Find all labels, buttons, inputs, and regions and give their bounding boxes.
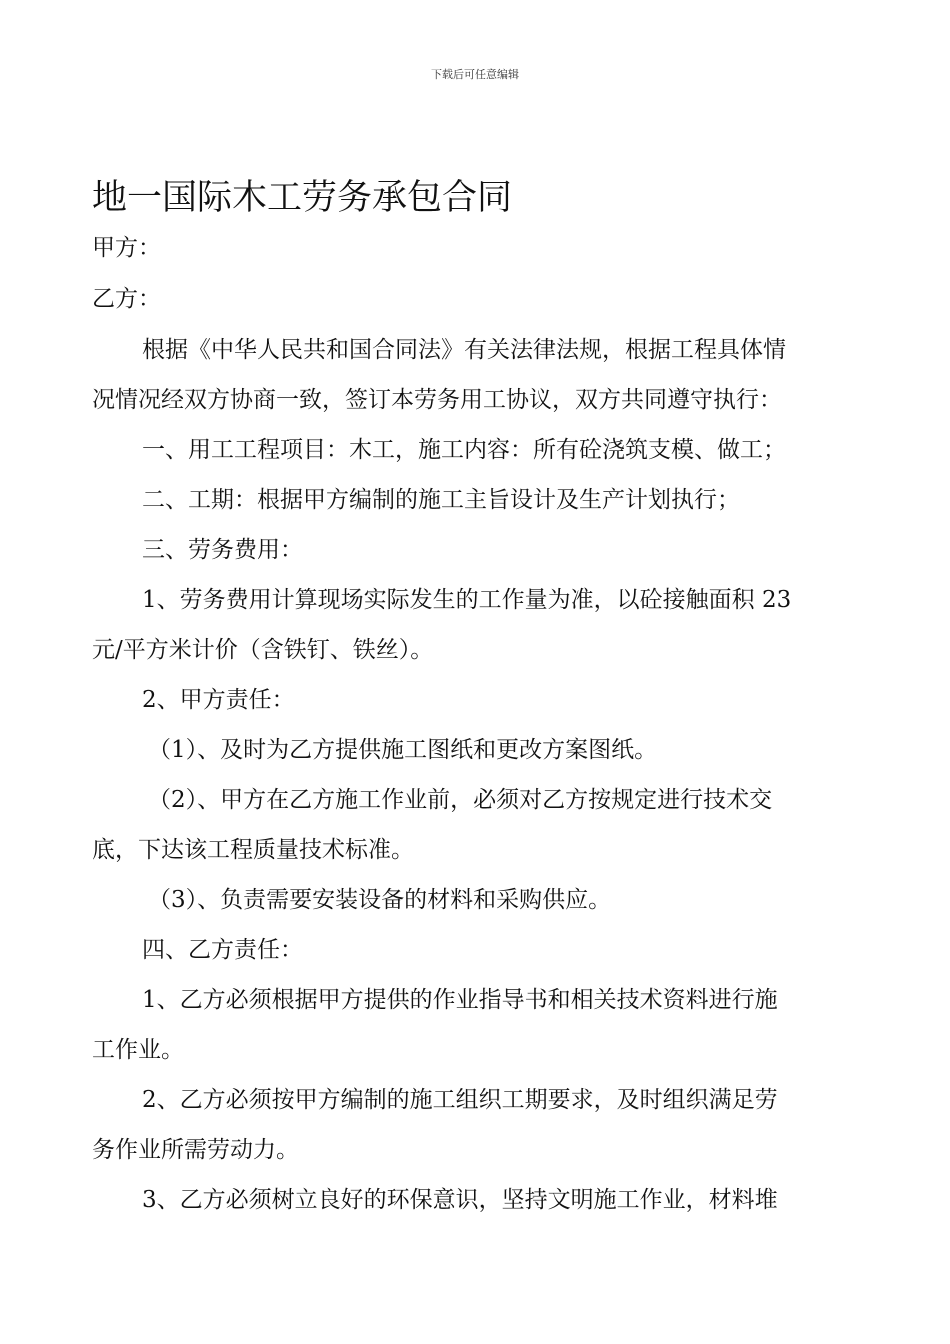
document-title: 地一国际木工劳务承包合同	[92, 178, 513, 218]
clause-line: 2、乙方必须按甲方编制的施工组织工期要求，及时组织满足劳	[142, 1087, 778, 1113]
clause-line: 1、乙方必须根据甲方提供的作业指导书和相关技术资料进行施	[142, 987, 778, 1013]
sub-clause-line: 底，下达该工程质量技术标准。	[92, 837, 414, 863]
clause-line: 一、用工工程项目：木工，施工内容：所有砼浇筑支模、做工；	[142, 437, 786, 463]
clause-line: 二、工期：根据甲方编制的施工主旨设计及生产计划执行；	[142, 487, 740, 513]
sub-clause-line: （3）、负责需要安装设备的材料和采购供应。	[148, 887, 612, 913]
paragraph-line: 况情况经双方协商一致，签订本劳务用工协议，双方共同遵守执行：	[92, 387, 782, 413]
clause-line: 务作业所需劳动力。	[92, 1137, 299, 1163]
section-heading: 三、劳务费用：	[142, 537, 303, 563]
page-header-note: 下载后可任意编辑	[431, 68, 519, 81]
sub-clause-line: （2）、甲方在乙方施工作业前，必须对乙方按规定进行技术交	[148, 787, 773, 813]
section-heading: 2、甲方责任：	[142, 687, 295, 713]
party-b-label: 乙方：	[92, 286, 161, 312]
clause-line: 1、劳务费用计算现场实际发生的工作量为准，以砼接触面积 23	[142, 587, 792, 613]
section-heading: 四、乙方责任：	[142, 937, 303, 963]
clause-line: 元/平方米计价（含铁钉、铁丝）。	[92, 637, 434, 663]
clause-line: 3、乙方必须树立良好的环保意识，坚持文明施工作业，材料堆	[142, 1187, 778, 1213]
paragraph-line: 根据《中华人民共和国合同法》有关法律法规，根据工程具体情	[142, 337, 786, 363]
party-a-label: 甲方：	[92, 235, 161, 261]
clause-line: 工作业。	[92, 1037, 184, 1063]
sub-clause-line: （1）、及时为乙方提供施工图纸和更改方案图纸。	[148, 737, 658, 763]
